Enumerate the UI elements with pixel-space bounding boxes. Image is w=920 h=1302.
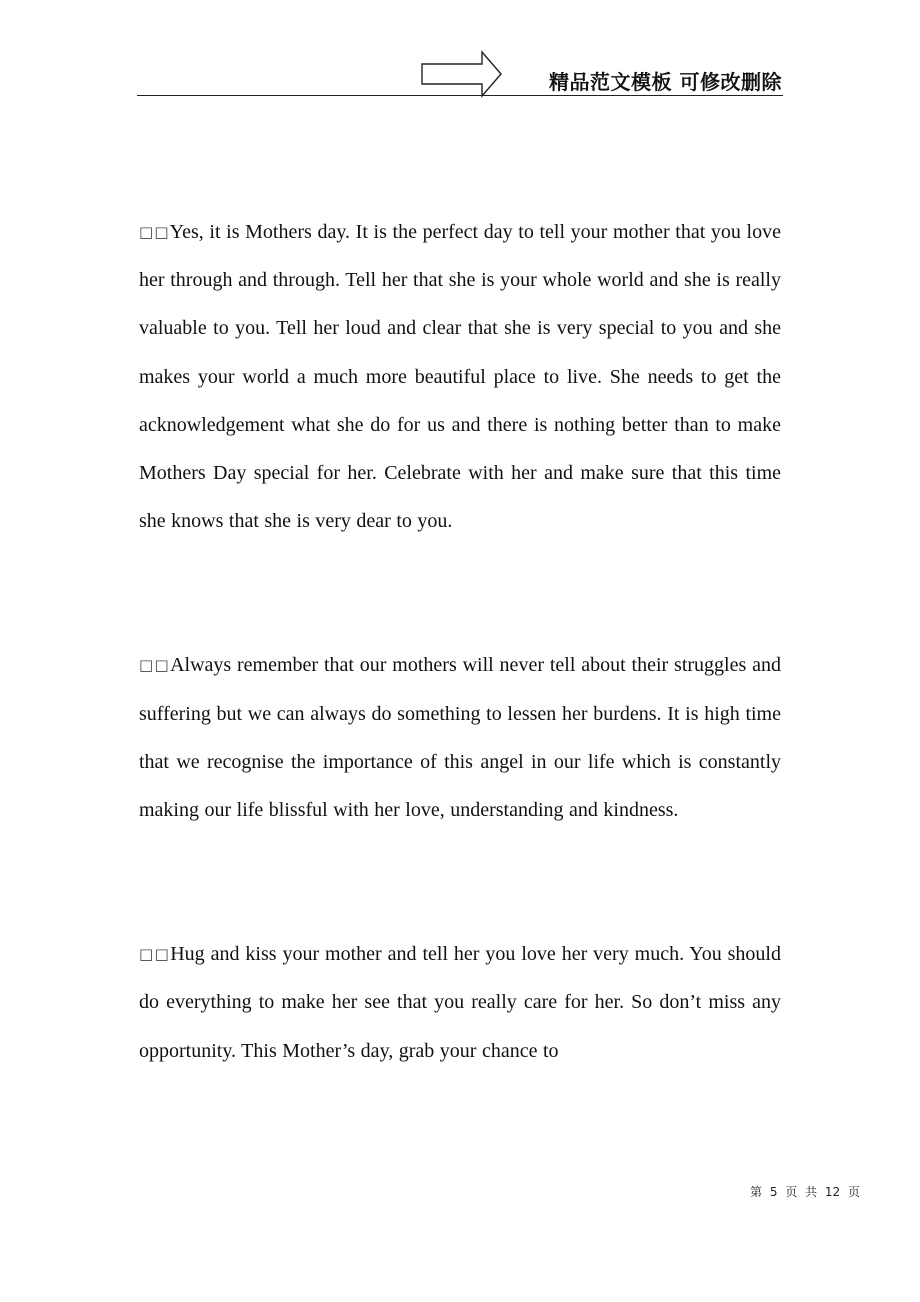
paragraph-2: [139, 641, 781, 834]
right-arrow-icon: [420, 50, 504, 98]
paragraph-text: Yes, it is Mothers day. It is the perfect day to tell your mother that you love her through and through. Tell her that she is your whole world and she is really valuable to you. Tell her loud and clear that she is very special to you and she makes your world a much more beautiful place to live. She needs to get the acknowledgement what she do for us and there is nothing better than to make Mothers Day special for her. Celebrate with her and make sure that this time she knows that she is very dear to you.: [139, 221, 781, 533]
paragraph-1: [139, 208, 781, 545]
header-divider: [137, 95, 783, 96]
document-body: [139, 208, 781, 1075]
paragraph-text: Hug and kiss your mother and tell her you love her very much. You should do everything to make her see that you really care for her. So don’t miss any opportunity. This Mother’s day, grab your chance to: [139, 943, 781, 1062]
paragraph-3: [139, 930, 781, 1075]
indent-marker: □□: [139, 945, 171, 964]
indent-marker: □□: [139, 223, 170, 241]
page-header: [0, 0, 920, 100]
paragraph-text: Always remember that our mothers will never tell about their struggles and suffering but we can always do something to lessen her burdens. It is high time that we recognise the importance of this angel in our life which is constantly making our life blissful with her love, understanding and kindness.: [139, 654, 781, 822]
indent-marker: □□: [139, 656, 171, 675]
page-number: 第 5 页 共 12 页: [750, 1185, 860, 1199]
header-title: 精品范文模板 可修改删除: [549, 70, 782, 94]
